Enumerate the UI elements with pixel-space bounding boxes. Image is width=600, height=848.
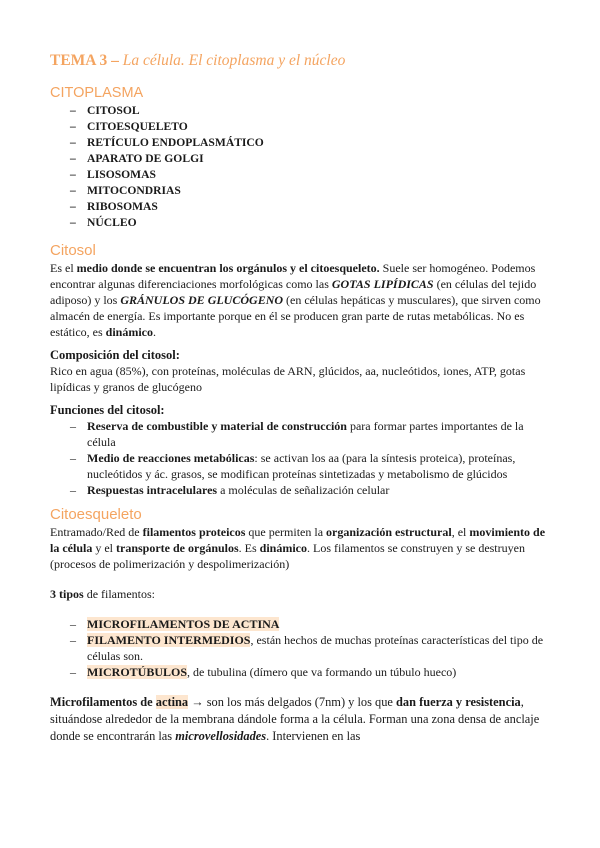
list-item: – APARATO DE GOLGI (50, 151, 554, 167)
text-run: , el (451, 525, 470, 539)
bold-run: Respuestas intracelulares (87, 483, 218, 497)
text-run: para formar partes importantes de la célula (87, 419, 524, 449)
title-lead: TEMA 3 – (50, 52, 119, 69)
heading-citosol: Citosol (50, 242, 96, 259)
highlighted-term: MICROFILAMENTOS DE ACTINA (87, 617, 280, 631)
text-run: (en células del tejido adiposo) y los (50, 277, 537, 307)
list-item: – RIBOSOMAS (50, 199, 554, 215)
bold-italic-run: GRÁNULOS DE GLUCÓGENO (120, 293, 284, 307)
title-rest: La célula. El citoplasma y el núcleo (122, 52, 346, 69)
text-run: a moléculas de señalización celular (217, 483, 390, 497)
text-run: , de tubulina (dímero que va formando un túbulo hueco) (187, 665, 457, 679)
bold-italic-run: microvellosidades (175, 729, 267, 743)
highlighted-term: FILAMENTO INTERMEDIOS (87, 633, 251, 647)
bold-run: dinámico (105, 325, 153, 339)
tipos-line (50, 586, 554, 602)
tipos-list (50, 616, 554, 680)
text-run: que permiten la (245, 525, 327, 539)
list-item (50, 450, 554, 482)
text-run: son los más delgados (7nm) y los que (206, 695, 397, 709)
funciones-heading: Funciones del citosol: (50, 403, 165, 417)
bold-run: dinámico (259, 541, 308, 555)
bold-run: dan fuerza y resistencia (396, 695, 521, 709)
text-run: , están hechos de muchas proteínas características del tipo de células son. (87, 633, 544, 663)
text-run: : se activan los aa (para la síntesis proteica), proteínas, nucleótidos y ác. grasos, se modifican proteínas sintetizadas y metabolismo de glúcidos (87, 451, 516, 481)
list-item: – MITOCONDRIAS (50, 183, 554, 199)
list-item: – NÚCLEO (50, 215, 554, 231)
bold-run: filamentos proteicos (142, 525, 246, 539)
bold-run: transporte de orgánulos (116, 541, 239, 555)
text-run: . (153, 325, 156, 339)
text-run: . Los filamentos se construyen y se destruyen (procesos de polimerización y despolimerización) (50, 541, 525, 571)
citosol-intro (50, 260, 554, 340)
list-item: – CITOESQUELETO (50, 119, 554, 135)
text-run: , situándose alrededor de la membrana dándole forma a la célula. Forman una zona densa de anclaje donde se encontrarán las (50, 695, 540, 743)
text-run: . Es (238, 541, 260, 555)
page-title (50, 52, 554, 70)
citoesqueleto-intro (50, 524, 554, 572)
bold-run: Reserva de combustible y material de construcción (87, 419, 347, 433)
text-run: Es el (50, 261, 77, 275)
heading-citoplasma: CITOPLASMA (50, 85, 144, 101)
funciones-list (50, 418, 554, 498)
highlighted-term: MICROTÚBULOS (87, 665, 188, 679)
citoplasma-list (50, 103, 554, 231)
heading-citoesqueleto: Citoesqueleto (50, 506, 142, 523)
microfilamentos-paragraph (50, 694, 554, 745)
list-item (50, 616, 554, 632)
bold-run: Microfilamentos de (50, 695, 156, 709)
text-run: Entramado/Red de (50, 525, 143, 539)
bold-run: Medio de reacciones metabólicas (87, 451, 255, 465)
list-item (50, 632, 554, 664)
list-item (50, 664, 554, 680)
text-run: . Intervienen en las (266, 729, 361, 743)
text-run: y el (92, 541, 116, 555)
bold-run: 3 tipos (50, 587, 84, 601)
bold-run: organización estructural (326, 525, 452, 539)
bold-run: medio donde se encuentran los orgánulos y el citoesqueleto. (76, 261, 380, 275)
composicion-heading: Composición del citosol: (50, 348, 180, 362)
list-item: – LISOSOMAS (50, 167, 554, 183)
bold-run: movimiento de la célula (50, 525, 546, 555)
highlighted-term: actina (155, 695, 189, 709)
text-run: (en células hepáticas y musculares), que sirven como almacén de energía. Es importante porque en él se producen gran parte de rutas metabólicas. No es estático, es (50, 293, 541, 339)
text-run: Suele ser homogéneo. Podemos encontrar algunas diferenciaciones morfológicas como las (50, 261, 536, 291)
list-item (50, 418, 554, 450)
bold-italic-run: GOTAS LIPÍDICAS (331, 277, 434, 291)
text-run: de filamentos: (83, 587, 156, 601)
list-item: – CITOSOL (50, 103, 554, 119)
list-item: – RETÍCULO ENDOPLASMÁTICO (50, 135, 554, 151)
composicion-text: Rico en agua (85%), con proteínas, moléculas de ARN, glúcidos, aa, nucleótidos, iones, ATP, gotas lipídicas y granos de glucógeno (50, 364, 526, 394)
list-item (50, 482, 554, 498)
arrow-icon: → (188, 695, 207, 709)
